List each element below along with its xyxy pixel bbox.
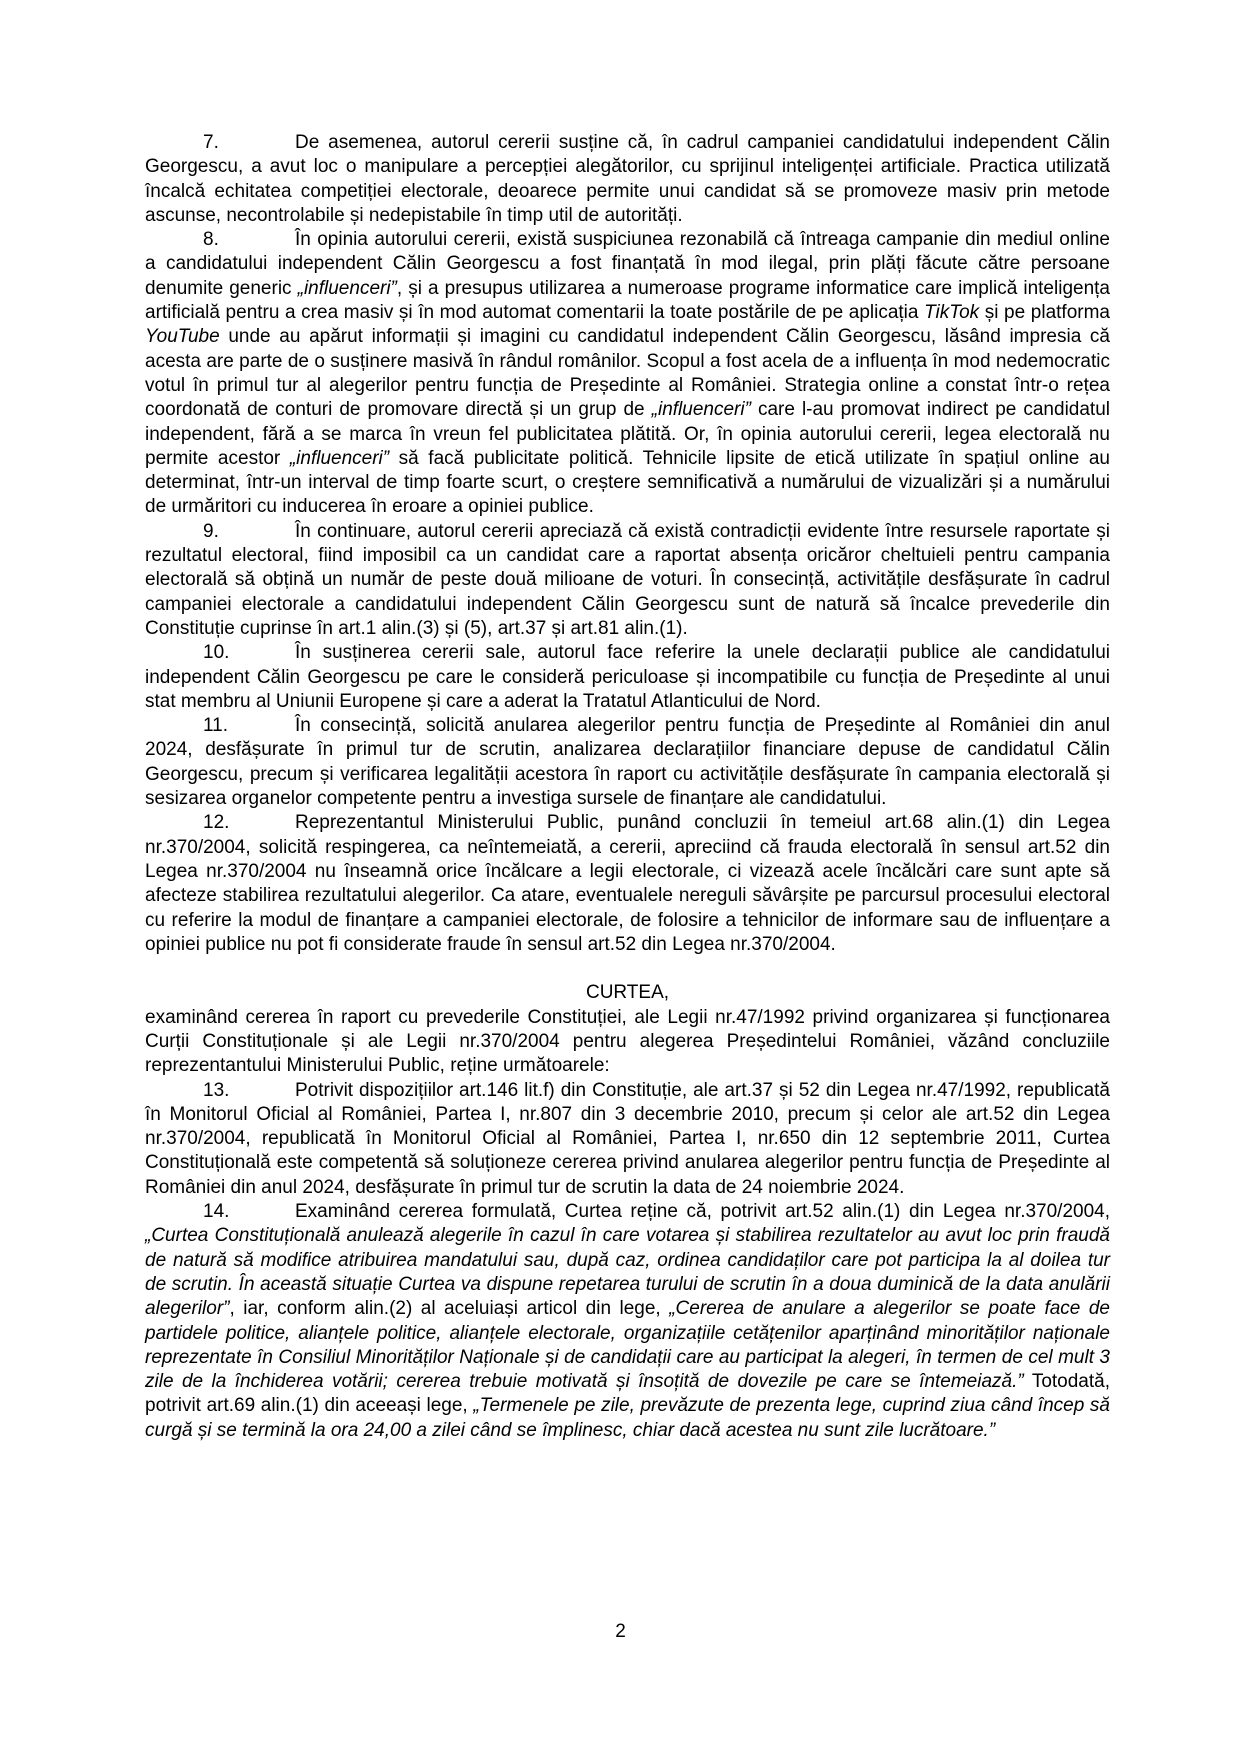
text-run: unde au apărut informații și imagini cu candidatul independent Călin Georgescu, lăsând impresia că acesta are parte de o susținere masivă în rândul românilor. Scopul a fost acela de a influența în mod nedemocratic votul în primul tur al alegerilor pentru funcția de Președinte al României. Strategia online a constat într-o rețea coordonată de conturi de promovare directă și un grup de [145, 326, 1110, 421]
text-run: Totodată, potrivit art.69 alin.(1) din aceeași lege, [145, 1371, 1110, 1417]
paragraph-number: 14. [203, 1201, 230, 1223]
text-run: , iar, conform alin.(2) al aceluiași articol din lege, [229, 1298, 670, 1320]
text-run: În susținerea cererii sale, autorul face referire la unele declarații publice ale candidatului independent Călin Georgescu pe care le consideră periculoase și incompatibile cu funcția de Președinte al unui stat membru al Uniunii Europene și care a aderat la Tratatul Atlanticului de Nord. [145, 642, 1110, 712]
text-run: și pe platforma [979, 302, 1110, 324]
text-run: Reprezentantul Ministerului Public, punând concluzii în temeiul art.68 alin.(1) din Legea nr.370/2004, solicită respingerea, ca neîntemeiată, a cererii, apreciind că frauda electorală în sensul art.52 din Legea nr.370/2004 nu înseamnă orice încălcare a legii electorale, ci vizează acele încălcări care sunt apte să afecteze stabilirea rezultatului alegerilor. Ca atare, eventualele nereguli săvârșite pe parcursul procesului electoral cu referire la modul de finanțare a campaniei electorale, de folosire a tehnicilor de informare sau de influențare a opiniei publice nu pot fi considerate fraude în sensul art.52 din Legea nr.370/2004. [145, 812, 1110, 955]
paragraph [145, 131, 1110, 228]
paragraph [145, 1200, 1110, 1443]
italic-text-run: YouTube [145, 326, 220, 348]
text-run: care l-au promovat indirect pe candidatul independent, fără a se marca în vreun fel publicitatea plătită. Or, în opinia autorului cererii, legea electorală nu permite acestor [145, 399, 1110, 469]
paragraph [145, 641, 1110, 714]
italic-text-run: „Termenele pe zile, prevăzute de prezenta lege, cuprind ziua când încep să curgă și se termină la ora 24,00 a zilei când se împlinesc, chiar dacă acestea nu sunt zile lucrătoare.” [145, 1395, 1110, 1441]
italic-text-run: „influenceri” [289, 447, 390, 469]
paragraph [145, 811, 1110, 957]
paragraph [145, 1006, 1110, 1079]
text-run: CURTEA, [585, 982, 670, 1004]
paragraph [145, 1079, 1110, 1200]
paragraph [145, 228, 1110, 520]
text-run: , și a presupus utilizarea a numeroase programe informatice care implică inteligența artificială pentru a crea masiv și în mod automat comentarii la toate postările de pe aplicația [145, 277, 1110, 324]
italic-text-run: „Cererea de anulare a alegerilor se poate face de partidele politice, alianțele politice, alianțele electorale, organizațiile cetățenilor aparținând minorităților naționale reprezentate în Consiliul Minorităților Naționale și de candidații care au participat la alegeri, în termen de cel mult 3 zile de la închiderea votării; cererea trebuie motivată și însoțită de dovezile pe care se întemeiază.” [145, 1298, 1110, 1393]
italic-text-run: „influenceri” [651, 399, 751, 421]
paragraph-number: 7. [203, 132, 219, 153]
paragraph-number: 9. [203, 520, 219, 542]
paragraph-number: 13. [203, 1079, 230, 1101]
text-run: În consecință, solicită anularea alegerilor pentru funcția de Președinte al României din anul 2024, desfășurate în primul tur de scrutin, analizarea declarațiilor financiare depuse de candidatul Călin Georgescu, precum și verificarea legalității acestora în raport cu activitățile desfășurate în campania electorală și sesizarea organelor competente pentru a investiga sursele de finanțare ale candidatului. [145, 715, 1110, 810]
paragraph [145, 520, 1110, 641]
italic-text-run: „influenceri” [297, 277, 397, 299]
text-run: În opinia autorului cererii, există suspiciunea rezonabilă că întreaga campanie din mediul online a candidatului independent Călin Georgescu a fost finanțată în mod ilegal, prin plăți făcute către persoane denumite generic [145, 229, 1110, 299]
page-number: 2 [615, 1621, 626, 1642]
italic-text-run: „Curtea Constituțională anulează alegerile în cazul în care votarea și stabilirea rezultatelor au avut loc prin fraudă de natură să modifice atribuirea mandatului sau, după caz, ordinea candidaților care pot participa la al doilea tur de scrutin. În această situație Curtea va dispune repetarea turului de scrutin în a doua duminică de la data anulării alegerilor” [145, 1225, 1110, 1320]
text-run: să facă publicitate politică. Tehnicile lipsite de etică utilizate în spațiul online au determinat, într-un interval de timp foarte scurt, o creștere semnificativă a numărului de vizualizări și a numărului de urmăritori cu inducerea în eroare a opiniei publice. [145, 447, 1110, 518]
italic-text-run: TikTok [924, 302, 980, 324]
text-run: examinând cererea în raport cu prevederile Constituției, ale Legii nr.47/1992 privind organizarea și funcționarea Curții Constituționale și ale Legii nr.370/2004 pentru alegerea Președintelui României, văzând concluziile reprezentantului Ministerului Public, reține următoarele: [145, 1006, 1110, 1077]
text-run: În continuare, autorul cererii apreciază că există contradicții evidente între resursele raportate și rezultatul electoral, fiind imposibil ca un candidat care a raportat absența oricăror cheltuieli pentru campania electorală să obțină un număr de peste două milioane de voturi. În consecință, activitățile desfășurate în cadrul campaniei electorale a candidatului independent Călin Georgescu sunt de natură să încalce prevederile din Constituție cuprinse în art.1 alin.(3) și (5), art.37 și art.81 alin.(1). [145, 520, 1110, 639]
paragraph-number: 12. [203, 812, 230, 834]
paragraph-number: 8. [203, 229, 219, 251]
paragraph-number: 10. [203, 642, 230, 664]
text-run: Potrivit dispozițiilor art.146 lit.f) din Constituție, ale art.37 și 52 din Legea nr.47/1992, republicată în Monitorul Oficial al României, Partea I, nr.807 din 3 decembrie 2010, precum și celor ale art.52 din Legea nr.370/2004, republicată în Monitorul Oficial al României, Partea I, nr.650 din 12 septembrie 2011, Curtea Constituțională este competentă să soluționeze cererea privind anularea alegerilor pentru funcția de Președinte al României din anul 2024, desfășurate în primul tur de scrutin la data de 24 noiembrie 2024. [145, 1079, 1110, 1198]
paragraph-number: 11. [203, 715, 229, 737]
document-body [145, 131, 1110, 1443]
section-heading [145, 981, 1110, 1005]
text-run: Examinând cererea formulată, Curtea reține că, potrivit art.52 alin.(1) din Legea nr.370/2004, [295, 1201, 1110, 1223]
paragraph [145, 714, 1110, 811]
text-run: De asemenea, autorul cererii susține că, în cadrul campaniei candidatului independent Călin Georgescu, a avut loc o manipulare a percepției alegătorilor, cu sprijinul inteligenței artificiale. Practica utilizată încalcă echitatea competiției electorale, deoarece permite unui candidat să se promoveze masiv prin metode ascunse, necontrolabile și nedepistabile în timp util de autorități. [145, 132, 1110, 226]
